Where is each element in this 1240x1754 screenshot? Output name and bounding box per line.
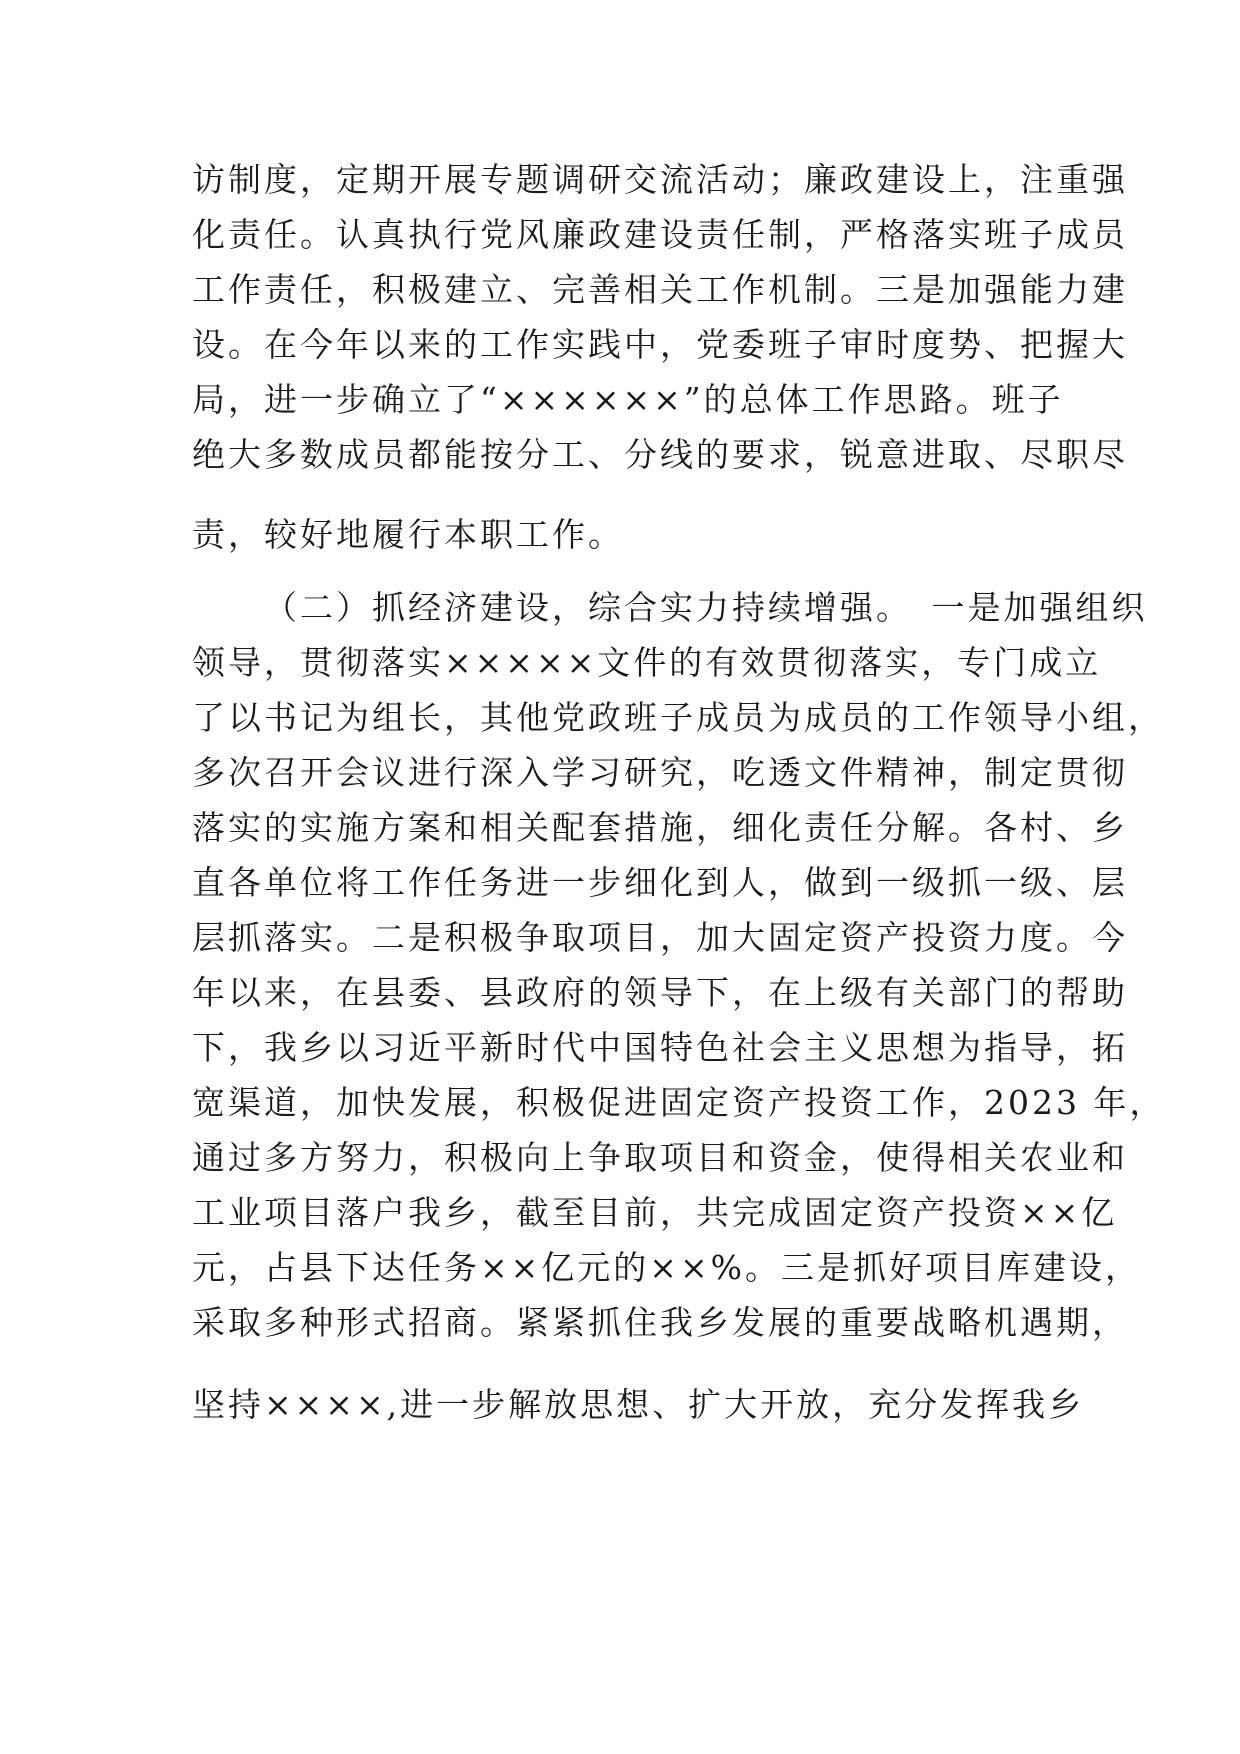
text-line: 责，较好地履行本职工作。 [192,515,624,554]
text-line: 下，我乡以习近平新时代中国特色社会主义思想为指导，拓 [192,1028,1128,1067]
text-line: 工作责任，积极建立、完善相关工作机制。三是加强能力建 [192,270,1128,309]
text-line: 年以来，在县委、县政府的领导下，在上级有关部门的帮助 [192,973,1128,1012]
text-line: 宽渠道，加快发展，积极促进固定资产投资工作，2023 年， [192,1083,1166,1122]
text-line: 化责任。认真执行党风廉政建设责任制，严格落实班子成员 [192,215,1128,254]
text-line: 采取多种形式招商。紧紧抓住我乡发展的重要战略机遇期， [192,1303,1128,1342]
text-line: 工业项目落户我乡，截至目前，共完成固定资产投资××亿 [192,1193,1118,1232]
text-line: 层抓落实。二是积极争取项目，加大固定资产投资力度。今 [192,918,1128,957]
text-line: 通过多方努力，积极向上争取项目和资金，使得相关农业和 [192,1138,1128,1177]
text-line: 直各单位将工作任务进一步细化到人，做到一级抓一级、层 [192,863,1128,902]
text-line: 访制度，定期开展专题调研交流活动；廉政建设上，注重强 [192,160,1128,199]
section-heading-line: （二）抓经济建设，综合实力持续增强。 一是加强组织 [264,588,1148,627]
text-line: 坚持××××,进一步解放思想、扩大开放，充分发挥我乡 [192,1385,1085,1424]
text-line: 局，进一步确立了“××××××”的总体工作思路。班子 [192,380,1064,419]
text-line: 设。在今年以来的工作实践中，党委班子审时度势、把握大 [192,325,1128,364]
text-line: 多次召开会议进行深入学习研究，吃透文件精神，制定贯彻 [192,753,1128,792]
text-line: 了以书记为组长，其他党政班子成员为成员的工作领导小组， [192,698,1164,737]
text-line: 元，占县下达任务××亿元的××%。三是抓好项目库建设， [192,1248,1141,1287]
text-line: 绝大多数成员都能按分工、分线的要求，锐意进取、尽职尽 [192,435,1128,474]
text-line: 落实的实施方案和相关配套措施，细化责任分解。各村、乡 [192,808,1128,847]
text-line: 领导，贯彻落实×××××文件的有效贯彻落实，专门成立 [192,643,1102,682]
